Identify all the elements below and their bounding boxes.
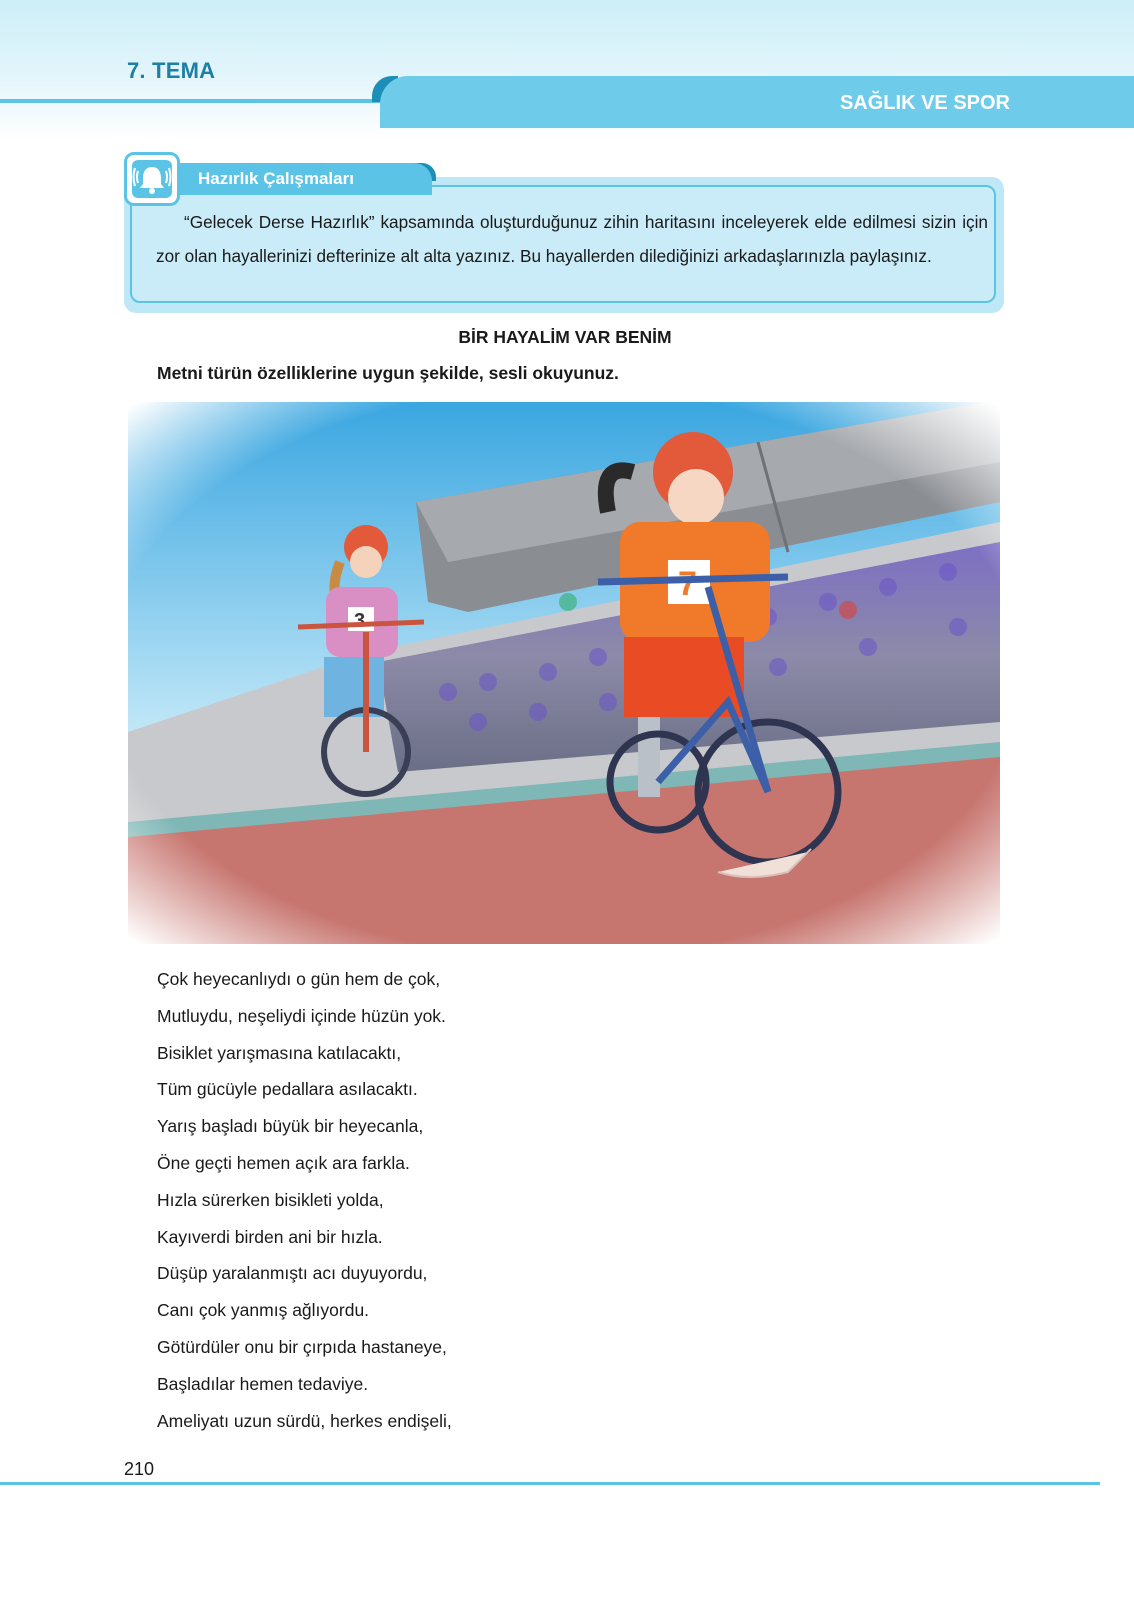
poem-line: Tüm gücüyle pedallara asılacaktı.	[157, 1079, 418, 1100]
poem-line: Yarış başladı büyük bir heyecanla,	[157, 1116, 424, 1137]
poem-line: Öne geçti hemen açık ara farkla.	[157, 1152, 410, 1173]
poem-title: BİR HAYALİM VAR BENİM	[458, 327, 672, 347]
poem-line: Götürdüler onu bir çırpıda hastaneye,	[157, 1336, 447, 1357]
bell-alarm-icon	[124, 152, 180, 206]
poem-line: Hızla sürerken bisikleti yolda,	[157, 1189, 384, 1210]
poem-line: Canı çok yanmış ağlıyordu.	[157, 1300, 370, 1321]
theme-tab	[380, 76, 1134, 128]
poem-line: Düşüp yaralanmıştı acı duyuyordu,	[157, 1263, 428, 1284]
cycling-illustration	[128, 402, 1000, 944]
theme-number: 7. TEMA	[127, 58, 216, 83]
reading-instruction: Metni türün özelliklerine uygun şekilde, sesli okuyunuz.	[157, 363, 619, 383]
poem-line: Ameliyatı uzun sürdü, herkes endişeli,	[157, 1410, 452, 1431]
poem-line: Mutluydu, neşeliydi içinde hüzün yok.	[157, 1005, 446, 1026]
prep-text: “Gelecek Derse Hazırlık” kapsamında oluşturduğunuz zihin haritasını inceleyerek elde edilmesi sizin için zor olan hayallerinizi defterinize alt alta yazınız. Bu hayallerden dilediğinizi arkadaşlarınızla paylaşınız.	[156, 212, 988, 266]
poem-line: Kayıverdi birden ani bir hızla.	[157, 1226, 383, 1247]
theme-underline	[0, 99, 400, 103]
poem-line: Başladılar hemen tedaviye.	[157, 1373, 369, 1394]
prep-label: Hazırlık Çalışmaları	[198, 169, 354, 188]
footer-line	[0, 1482, 1100, 1485]
poem	[157, 961, 452, 1439]
page-number: 210	[124, 1459, 155, 1479]
poem-line: Çok heyecanlıydı o gün hem de çok,	[157, 969, 441, 989]
theme-title: SAĞLIK VE SPOR	[839, 92, 1010, 114]
poem-line: Bisiklet yarışmasına katılacaktı,	[157, 1042, 402, 1063]
